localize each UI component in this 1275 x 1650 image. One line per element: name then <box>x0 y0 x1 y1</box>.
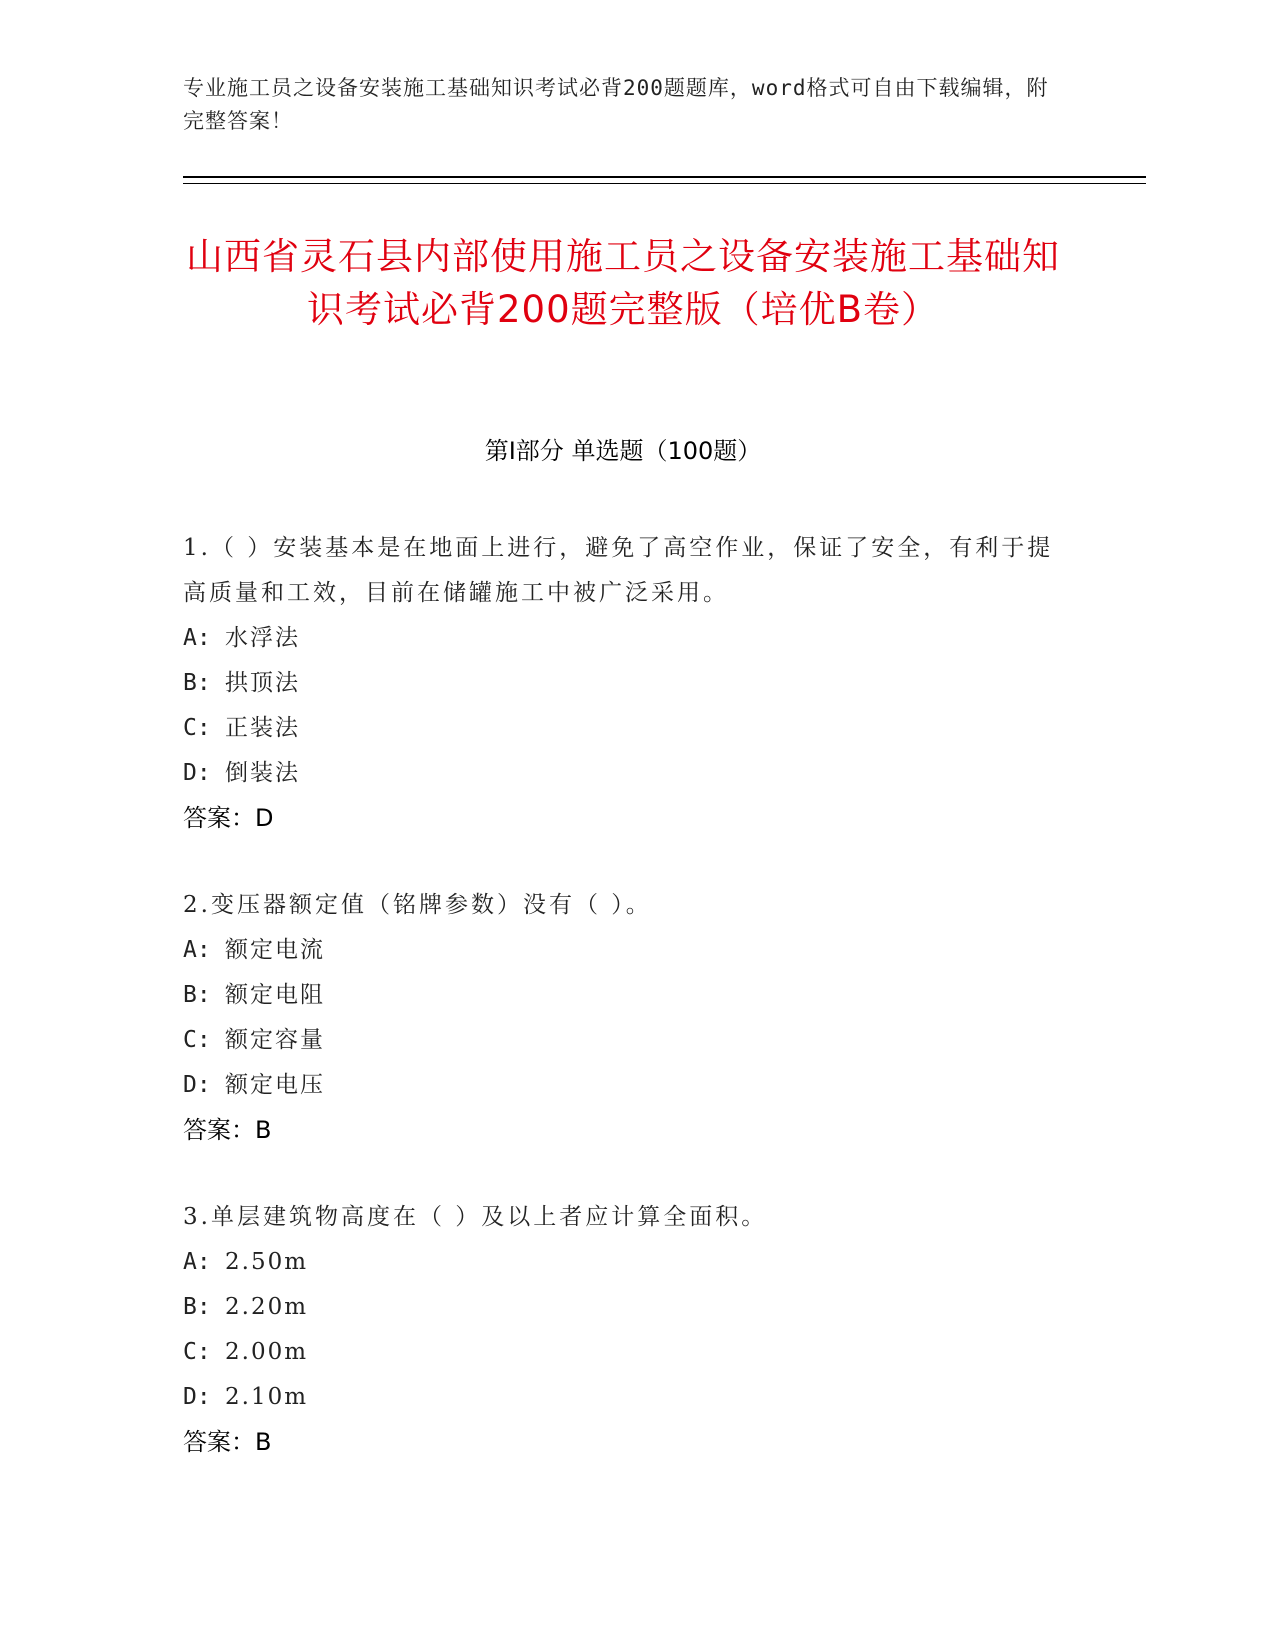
question-stem: 1.（ ）安装基本是在地面上进行，避免了高空作业，保证了安全，有利于提高质量和工效，目前在储罐施工中被广泛采用。 <box>183 535 1054 606</box>
answer: 答案：D <box>183 804 274 832</box>
header-rule-thick <box>183 176 1146 178</box>
option-text: 2.20m <box>225 1294 309 1320</box>
option-key: A: <box>183 937 211 963</box>
option-c <box>183 1330 1063 1375</box>
option-text: 拱顶法 <box>225 670 300 696</box>
option-a <box>183 1240 1063 1285</box>
option-c <box>183 706 1063 751</box>
option-text: 额定电阻 <box>225 982 325 1008</box>
option-b <box>183 973 1063 1018</box>
option-key: A: <box>183 1249 211 1275</box>
option-key: D: <box>183 1072 211 1098</box>
option-text: 2.10m <box>225 1384 309 1410</box>
answer: 答案：B <box>183 1428 272 1456</box>
question-stem: 3.单层建筑物高度在（ ）及以上者应计算全面积。 <box>183 1204 768 1230</box>
question-3 <box>183 1195 1063 1465</box>
question-stem: 2.变压器额定值（铭牌参数）没有（ ）。 <box>183 892 652 918</box>
option-d <box>183 751 1063 796</box>
header-rule-thin <box>183 183 1146 184</box>
option-text: 2.50m <box>225 1249 309 1275</box>
option-text: 2.00m <box>225 1339 309 1365</box>
option-text: 额定电流 <box>225 937 325 963</box>
option-key: B: <box>183 982 211 1008</box>
option-key: D: <box>183 1384 211 1410</box>
answer: 答案：B <box>183 1116 272 1144</box>
option-a <box>183 616 1063 661</box>
option-c <box>183 1018 1063 1063</box>
section-title: 第I部分 单选题（100题） <box>484 437 762 465</box>
option-text: 倒装法 <box>225 760 300 786</box>
option-key: C: <box>183 715 211 741</box>
question-list <box>183 526 1063 1507</box>
question-2 <box>183 883 1063 1153</box>
option-d <box>183 1375 1063 1420</box>
option-a <box>183 928 1063 973</box>
document-title: 山西省灵石县内部使用施工员之设备安装施工基础知识考试必背200题完整版（培优B卷） <box>186 235 1060 331</box>
option-key: B: <box>183 670 211 696</box>
option-key: A: <box>183 625 211 651</box>
option-key: B: <box>183 1294 211 1320</box>
option-b <box>183 1285 1063 1330</box>
option-text: 水浮法 <box>225 625 300 651</box>
option-b <box>183 661 1063 706</box>
option-key: C: <box>183 1339 211 1365</box>
option-text: 额定电压 <box>225 1072 325 1098</box>
option-key: D: <box>183 760 211 786</box>
option-d <box>183 1063 1063 1108</box>
option-text: 额定容量 <box>225 1027 325 1053</box>
question-1 <box>183 526 1063 841</box>
option-text: 正装法 <box>225 715 300 741</box>
option-key: C: <box>183 1027 211 1053</box>
header-note: 专业施工员之设备安装施工基础知识考试必背200题题库，word格式可自由下载编辑，附完整答案！ <box>183 76 1049 133</box>
